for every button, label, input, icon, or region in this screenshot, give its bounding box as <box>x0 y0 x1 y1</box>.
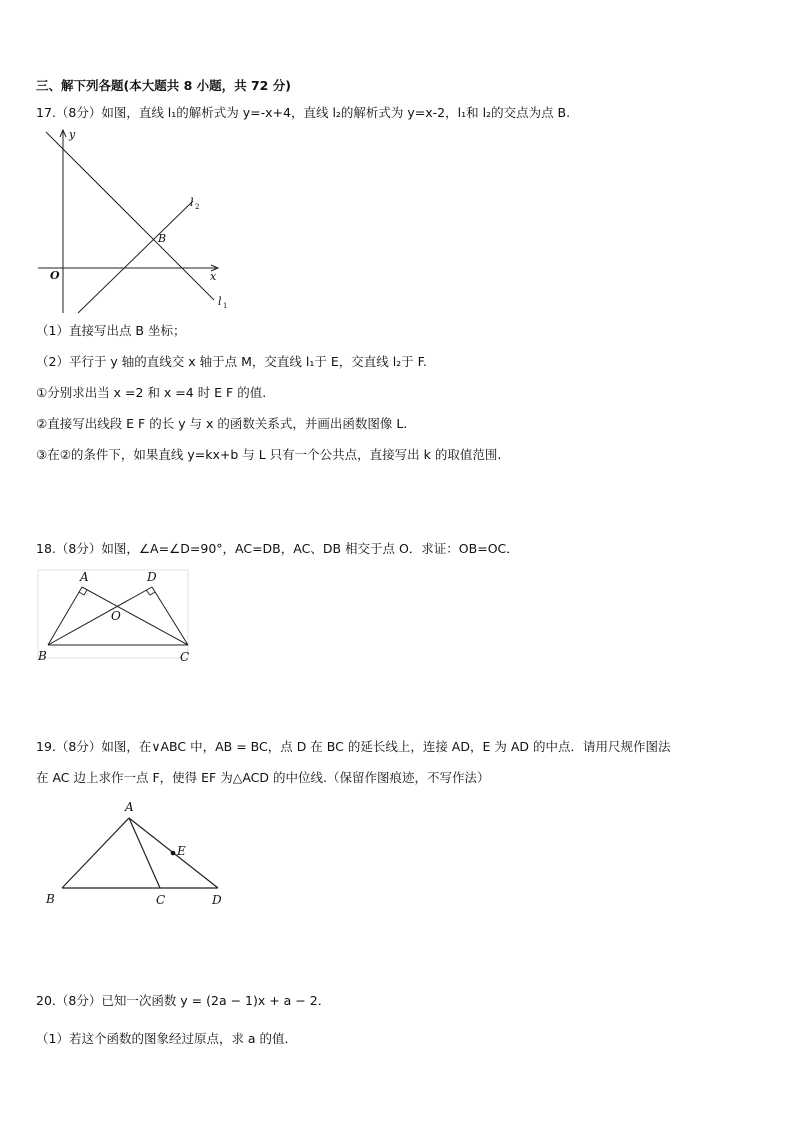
q17-sub2b: ②直接写出线段 E F 的长 y 与 x 的函数关系式，并画出函数图像 L. <box>36 416 408 431</box>
line-l2 <box>78 201 193 313</box>
point-b-label: B <box>158 232 167 245</box>
segment-dc <box>152 587 188 645</box>
point-d-label: D <box>212 893 222 907</box>
q17-stem: 17.（8分）如图，直线 l₁的解析式为 y=-x+4，直线 l₂的解析式为 y=x-2，l₁和 l₂的交点为点 B. <box>36 105 571 120</box>
line-l1-label: l <box>218 295 222 308</box>
y-axis-label: y <box>69 128 76 141</box>
q18-figure <box>36 568 196 668</box>
line-l2-label: l <box>190 196 194 209</box>
segment-db <box>48 587 152 645</box>
x-axis-label: x <box>210 270 217 283</box>
q20-sub1: （1）若这个函数的图象经过原点，求 a 的值. <box>36 1031 289 1046</box>
point-b-label: B <box>46 892 55 906</box>
right-angle-mark-d <box>146 590 155 595</box>
point-c-label: C <box>156 893 166 907</box>
q17-sub2c: ③在②的条件下，如果直线 y=kx+b 与 L 只有一个公共点，直接写出 k 的取值范围. <box>36 447 502 462</box>
q19-figure <box>40 798 240 913</box>
q20-stem: 20.（8分）已知一次函数 y = (2a − 1)x + a − 2． <box>36 993 331 1008</box>
point-e-label: E <box>177 844 186 858</box>
point-a-label: A <box>125 800 134 814</box>
segment-ba <box>48 587 82 645</box>
section-heading: 三、解下列各题(本大题共 8 小题，共 72 分) <box>36 78 291 93</box>
line-l1-subscript: 1 <box>223 302 228 310</box>
q18-stem: 18.（8分）如图，∠A=∠D=90°，AC=DB，AC、DB 相交于点 O．求证：OB=OC． <box>36 541 519 556</box>
line-l2-subscript: 2 <box>195 203 200 211</box>
segment-ac <box>82 587 188 645</box>
q19-stem-line1: 19.（8分）如图，在∨ABC 中，AB = BC，点 D 在 BC 的延长线上，连接 AD，E 为 AD 的中点．请用尺规作图法 <box>36 739 671 754</box>
point-a-label: A <box>80 570 89 584</box>
q17-sub1: （1）直接写出点 B 坐标； <box>36 323 186 338</box>
q17-figure <box>36 128 236 318</box>
q17-sub2a: ①分别求出当 x =2 和 x =4 时 E F 的值. <box>36 385 267 400</box>
point-b-label: B <box>38 649 47 663</box>
q19-stem-line2: 在 AC 边上求作一点 F，使得 EF 为△ACD 的中位线.（保留作图痕迹，不写作法） <box>36 770 490 785</box>
point-e-dot <box>171 851 176 856</box>
point-o-label: O <box>111 609 121 623</box>
q17-sub2: （2）平行于 y 轴的直线交 x 轴于点 M，交直线 l₁于 E，交直线 l₂于 F. <box>36 354 427 369</box>
point-c-label: C <box>180 650 190 664</box>
origin-label: O <box>50 269 60 282</box>
line-l1 <box>46 132 214 300</box>
segment-ab <box>62 818 129 888</box>
segment-ac <box>129 818 160 888</box>
point-d-label: D <box>147 570 157 584</box>
